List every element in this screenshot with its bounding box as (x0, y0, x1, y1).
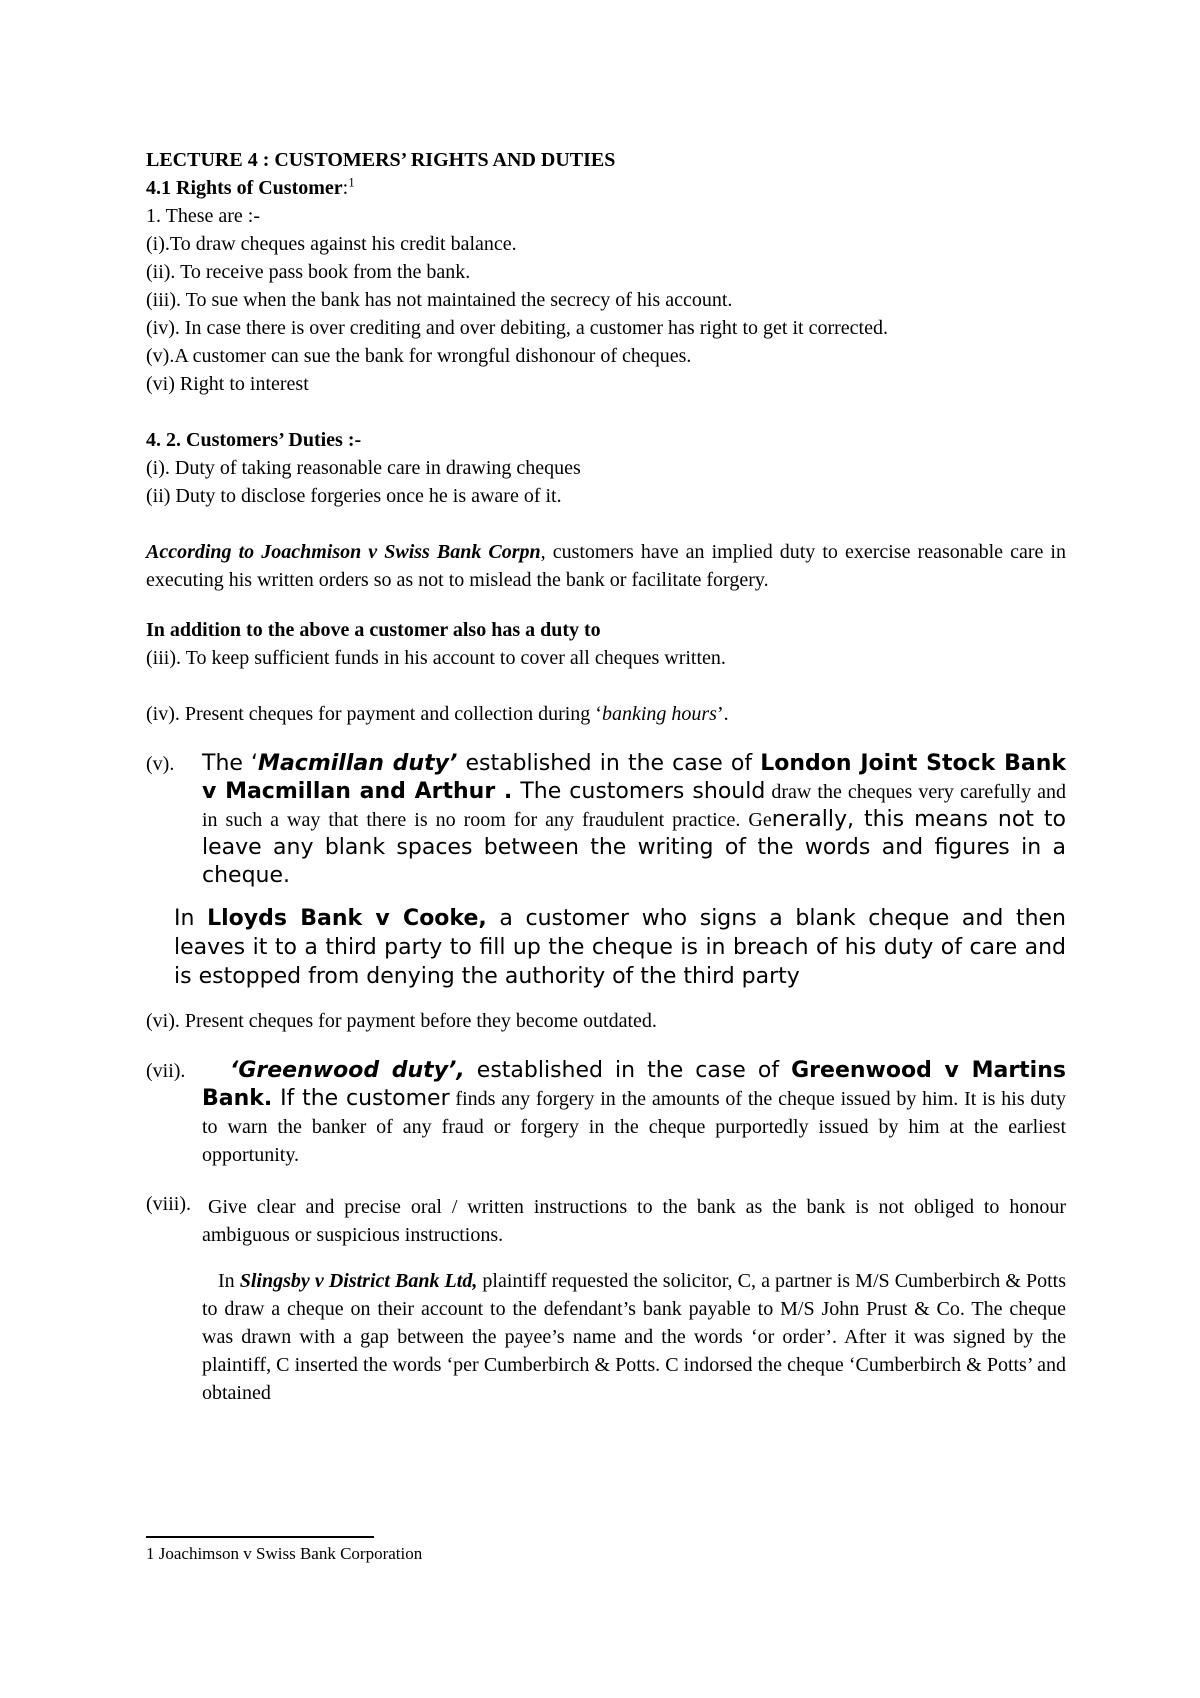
item-number: (viii). (146, 1193, 191, 1215)
duty-item: (ii) Duty to disclose forgeries once he is aware of it. (146, 485, 562, 507)
macmillan-duty-item: (v). The ‘Macmillan duty’ established in the case of London Joint Stock Bank v Macmillan and Arthur . The customers should draw the cheques very carefully and in such a way that there is no room for any fraudulent practice. Generally, this means not to leave any blank spaces between the writing of the words and figures in a cheque. (146, 751, 1067, 888)
duty-item: (iii). To keep sufficient funds in his account to cover all cheques written. (146, 647, 726, 669)
duty-item: (i). Duty of taking reasonable care in drawing cheques (146, 457, 581, 479)
slingsby-paragraph: In Slingsby v District Bank Ltd, plaintiff requested the solicitor, C, a partner is M/S Cumberbirch & Potts to draw a cheque on their account to the defendant’s bank payable to M/S John Prust & Co. The cheque was drawn with a gap between the payee’s name and the words ‘or order’. After it was signed by the plaintiff, C inserted the words ‘per Cumberbirch & Potts. C indorsed the cheque ‘Cumberbirch & Potts’ and obtained (202, 1270, 1066, 1404)
case-name: Slingsby v District Bank Ltd, (239, 1270, 478, 1292)
item-number: (vii). (146, 1060, 186, 1082)
instructions-duty-item: (viii). Give clear and precise oral / written instructions to the bank as the bank is not obliged to honour ambiguous or suspicious instructions. (146, 1193, 1066, 1246)
duty-item: (vi). Present cheques for payment before they become outdated. (146, 1010, 657, 1032)
section-4-2-heading: 4. 2. Customers’ Duties :- (146, 429, 362, 451)
right-item: (iv). In case there is over crediting and over debiting, a customer has right to get it corrected. (146, 317, 888, 339)
case-name: London Joint Stock Bank v Macmillan and Arthur . (202, 751, 1067, 804)
right-item: (vi) Right to interest (146, 373, 309, 395)
duty-item: (iv). Present cheques for payment and collection during ‘banking hours’. (146, 703, 729, 725)
footnote-separator (146, 1536, 374, 1538)
case-name: Macmillan duty’ (258, 751, 458, 776)
greenwood-duty-item: (vii). ‘Greenwood duty’, established in the case of Greenwood v Martins Bank. If the customer finds any forgery in the amounts of the cheque issued by him. It is his duty to warn the banker of any fraud or forgery in the cheque purportedly issued by him at the earliest opportunity. (146, 1058, 1066, 1166)
case-name: Lloyds Bank v Cooke, (207, 906, 487, 931)
right-item: (iii). To sue when the bank has not maintained the secrecy of his account. (146, 289, 733, 311)
case-name: According to Joachmison v Swiss Bank Corpn (146, 541, 541, 563)
section-4-1-heading: 4.1 Rights of Customer:$^1$ (146, 174, 355, 199)
item-number: (v). (146, 753, 175, 775)
addition-heading: In addition to the above a customer also has a duty to (146, 619, 601, 641)
right-item: (ii). To receive pass book from the bank. (146, 261, 471, 283)
footnote-reference[interactable]: 1 (348, 174, 355, 190)
joachimson-paragraph: According to Joachmison v Swiss Bank Corpn, customers have an implied duty to exercise reasonable care in executing his written orders so as not to mislead the bank or facilitate forgery. (146, 541, 1066, 591)
right-item: (i).To draw cheques against his credit balance. (146, 233, 517, 255)
document-body (146, 146, 1066, 1407)
lloyds-paragraph: In Lloyds Bank v Cooke, a customer who signs a blank cheque and then leaves it to a third party to fill up the cheque is in breach of his duty of care and is estopped from denying the authority of the third party (174, 906, 1066, 989)
case-name: Greenwood v Martins Bank. (202, 1058, 1066, 1111)
footnote: 1 Joachimson v Swiss Bank Corporation (146, 1544, 423, 1563)
lecture-title: LECTURE 4 : CUSTOMERS’ RIGHTS AND DUTIES (146, 149, 616, 171)
rights-intro: 1. These are :- (146, 205, 261, 227)
right-item: (v).A customer can sue the bank for wrongful dishonour of cheques. (146, 345, 692, 367)
case-name: ‘Greenwood duty’, (230, 1058, 465, 1083)
